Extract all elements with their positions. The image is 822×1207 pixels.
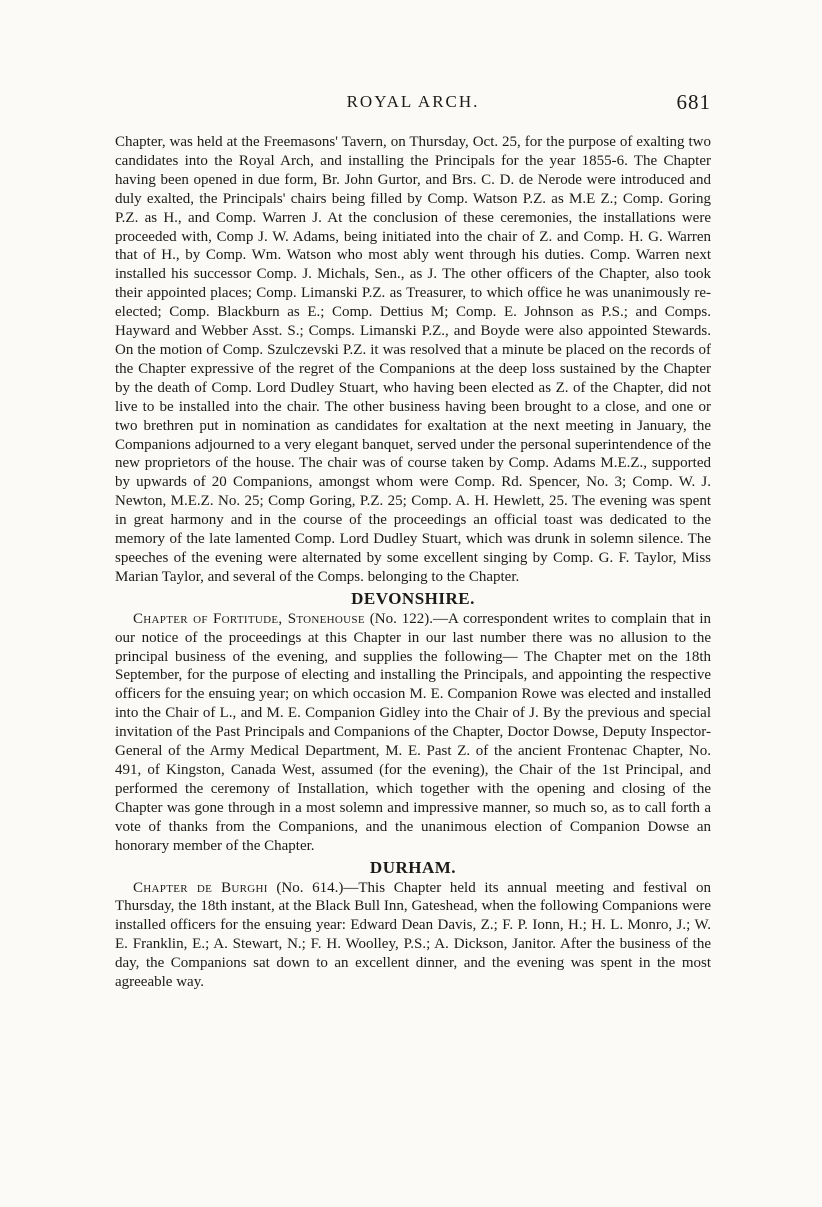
continuation-paragraph: Chapter, was held at the Freemasons' Tavern, on Thursday, Oct. 25, for the purpose of exalting two candidates into the Royal Arch, and installing the Principals for the year 1855-6. The Chapter having been opened in due form, Br. John Gurtor, and Brs. C. D. de Nerode were introduced and duly exalted, the Principals' chairs being filled by Comp. Watson P.Z. as M.E Z.; Comp. Goring P.Z. as H., and Comp. Warren J. At the conclusion of these ceremonies, the installations were proceeded with, Comp J. W. Adams, being initiated into the chair of Z. and Comp. H. G. Warren that of H., by Comp. Wm. Watson who most ably went through his duties. Comp. Warren next installed his successor Comp. J. Michals, Sen., as J. The other officers of the Chapter, also took their appointed places; Comp. Limanski P.Z. as Treasurer, to which office he was unanimously re-elected; Comp. Blackburn as E.; Comp. Dettius M; Comp. E. Johnson as P.S.; and Comps. Hayward and Webber Asst. S.; Comps. Limanski P.Z., and Boyde were also appointed Stewards. On the motion of Comp. Szulczevski P.Z. it was resolved that a minute be placed on the records of the Chapter expressive of the regret of the Companions at the deep loss sustained by the Chapter by the death of Comp. Lord Dudley Stuart, who having been elected as Z. of the Chapter, did not live to be installed into the chair. The other business having been brought to a close, and one or two brethren put in nomination as candidates for exaltation at the next meeting in January, the Companions adjourned to a very elegant banquet, served under the personal superintendence of the new proprietors of the house. The chair was of course taken by Comp. Adams M.E.Z., supported by upwards of 20 Companions, amongst whom were Comp. Rd. Spencer, No. 3; Comp. W. J. Newton, M.E.Z. No. 25; Comp Goring, P.Z. 25; Comp. A. H. Hewlett, 25. The evening was spent in great harmony and in the course of the proceedings an official toast was dedicated to the memory of the late lamented Comp. Lord Dudley Stuart, which was drunk in solemn silence. The speeches of the evening were alternated by some excellent singing by Comp. G. F. Taylor, Miss Marian Taylor, and several of the Comps. belonging to the Chapter. xyxy=(115,134,711,585)
body-text xyxy=(115,133,711,992)
running-head xyxy=(115,90,711,114)
durham-chapter-name: Chapter de Burghi xyxy=(133,879,268,896)
durham-paragraph xyxy=(115,879,711,992)
page-number: 681 xyxy=(676,90,711,114)
running-title: ROYAL ARCH. xyxy=(346,92,480,111)
devonshire-paragraph xyxy=(115,610,711,856)
section-heading-durham: DURHAM. xyxy=(369,857,457,877)
section-heading-devonshire: DEVONSHIRE. xyxy=(351,588,475,608)
devonshire-text: (No. 122).—A correspondent writes to complain that in our notice of the proceedings at this Chapter in our last number there was no allusion to the principal business of the evening, and supplies the following— The Chapter met on the 18th September, for the purpose of electing and installing the Principals, and appointing the respective officers for the ensuing year; on which occasion M. E. Companion Rowe was elected and installed into the Chair of L., and M. E. Companion Gidley into the Chair of J. By the previous and special invitation of the Past Principals and Companions of the Chapter, Doctor Dowse, Deputy Inspector-General of the Army Medical Department, M. E. Past Z. of the ancient Frontenac Chapter, No. 491, of Kingston, Canada West, assumed (for the evening), the Chair of the 1st Principal, and performed the ceremony of Installation, which together with the opening and closing of the Chapter was gone through in a most solemn and impressive manner, so much so, as to call forth a vote of thanks from the Companions, and the unanimous election of Companion Dowse an honorary member of the Chapter. xyxy=(115,610,711,854)
devonshire-chapter-name: Chapter of Fortitude, Stonehouse xyxy=(133,610,365,627)
durham-text: (No. 614.)—This Chapter held its annual meeting and festival on Thursday, the 18th instant, at the Black Bull Inn, Gateshead, when the following Companions were installed officers for the ensuing year: Edward Dean Davis, Z.; F. P. Ionn, H.; H. L. Monro, J.; W. E. Franklin, E.; A. Stewart, N.; F. H. Woolley, P.S.; A. Dickson, Janitor. After the business of the day, the Companions sat down to an excellent dinner, and the evening was spent in the most agreeable way. xyxy=(115,879,711,991)
